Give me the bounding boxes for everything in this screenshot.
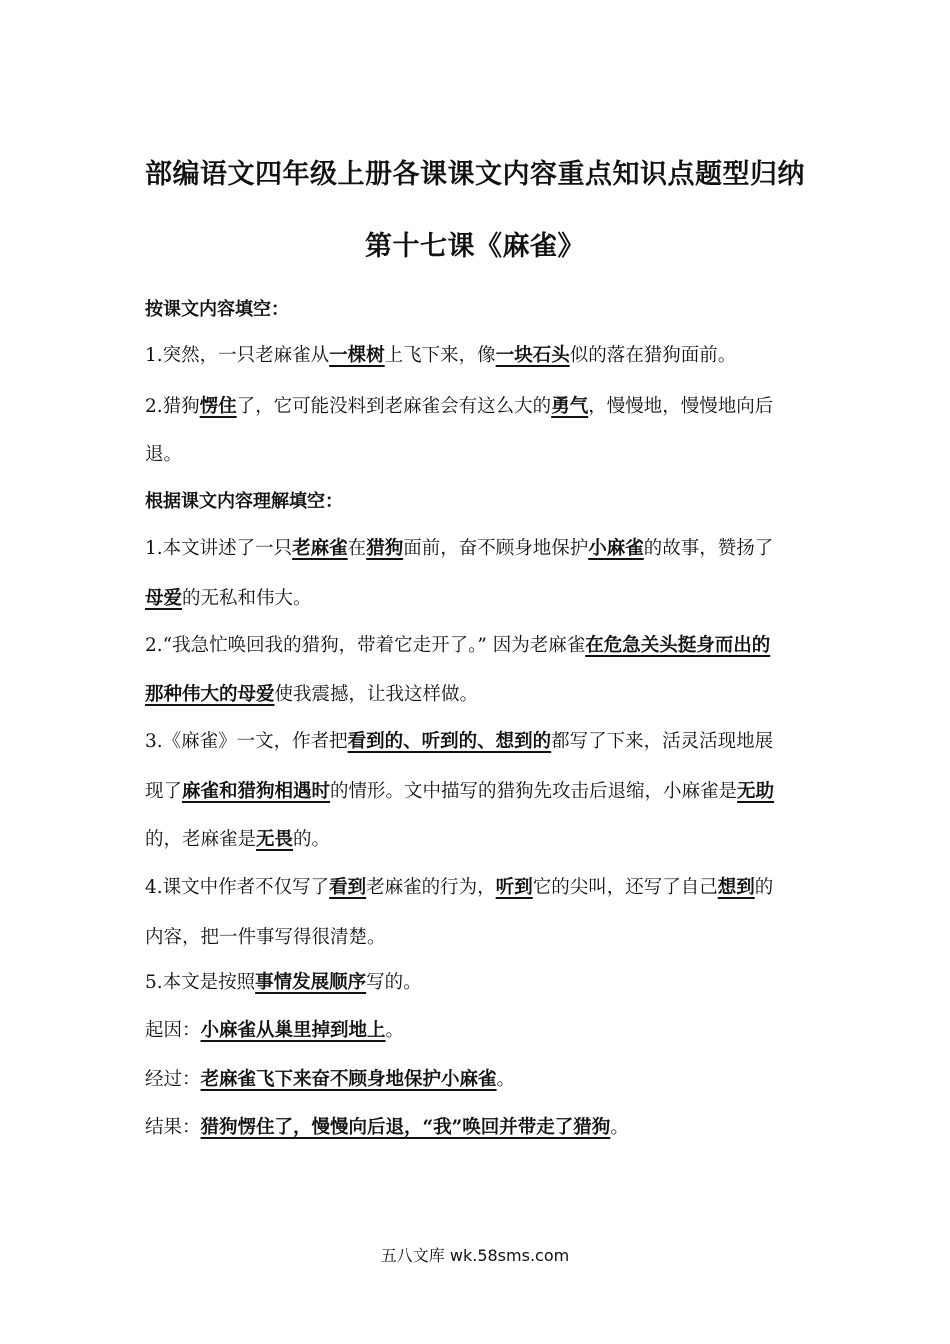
text-line [145, 923, 815, 949]
question-text: 似的落在猎狗面前。 [569, 345, 737, 366]
answer-blank: 勇气 [551, 396, 589, 417]
answer-blank: 在危急关头挺身而出的 [585, 635, 771, 656]
question-text: ，慢慢地，慢慢地向后 [588, 396, 774, 417]
question-text: 都写了下来，活灵活现地展 [551, 731, 774, 752]
text-line [145, 440, 815, 466]
answer-blank: 一块石头 [495, 345, 570, 366]
question-text: 3.《麻雀》一文，作者把 [145, 731, 348, 752]
question-text: 1.本文讲述了一只 [145, 538, 293, 559]
question-text: 的，老麻雀是 [145, 829, 257, 850]
question-text: 面前，奋不顾身地保护 [403, 538, 589, 559]
text-line [145, 631, 815, 657]
answer-blank: 猎狗愣住了，慢慢向后退，“我”唤回并带走了猎狗 [200, 1117, 611, 1138]
question-text: 的情形。文中描写的猎狗先攻击后退缩，小麻雀是 [330, 781, 738, 802]
question-text: 1.突然，一只老麻雀从 [145, 345, 330, 366]
question-text: 写的。 [366, 972, 422, 993]
text-line [145, 777, 815, 803]
answer-blank: 老麻雀飞下来奋不顾身地保护小麻雀 [200, 1069, 497, 1090]
question-text: 4.课文中作者不仅写了 [145, 877, 330, 898]
question-text: 的无私和伟大。 [182, 588, 312, 609]
answer-blank: 那种伟大的母爱 [145, 684, 275, 705]
question-text: 起因： [145, 1020, 201, 1041]
text-line [145, 680, 815, 706]
section-heading-comprehension: 根据课文内容理解填空： [145, 491, 343, 512]
question-text: 的故事，赞扬了 [643, 538, 774, 559]
question-text: 的。 [293, 829, 331, 850]
answer-blank: 事情发展顺序 [255, 972, 367, 993]
question-text: 它的尖叫，还写了自己 [532, 877, 718, 898]
answer-blank: 小麻雀 [588, 538, 644, 559]
answer-blank: 老麻雀 [292, 538, 348, 559]
answer-blank: 听到 [495, 877, 533, 898]
question-text: 5.本文是按照 [145, 972, 256, 993]
answer-blank: 看到的、听到的、想到的 [347, 731, 552, 752]
text-line [145, 1065, 815, 1091]
answer-blank: 猎狗 [366, 538, 404, 559]
question-text: 2.猎狗 [145, 396, 200, 417]
text-line [145, 1016, 815, 1042]
question-text: 上飞下来，像 [384, 345, 496, 366]
question-text: 的 [754, 877, 774, 898]
question-text: 了，它可能没料到老麻雀会有这么大的 [236, 396, 552, 417]
question-text: 老麻雀的行为， [366, 877, 496, 898]
text-line [145, 534, 815, 560]
page-title: 部编语文四年级上册各课课文内容重点知识点题型归纳 [145, 159, 805, 190]
question-text: 。 [610, 1117, 629, 1138]
answer-blank: 母爱 [145, 588, 183, 609]
footer-watermark: 五八文库 wk.58sms.com [380, 1246, 570, 1265]
text-line [145, 1113, 815, 1139]
text-line [145, 341, 815, 367]
question-text: 内容，把一件事写得很清楚。 [145, 927, 386, 948]
question-text: 退。 [145, 444, 183, 465]
question-text: 。 [385, 1020, 405, 1041]
text-line [145, 968, 815, 994]
answer-blank: 无畏 [256, 829, 294, 850]
text-line [145, 584, 815, 610]
text-line [145, 727, 815, 753]
answer-blank: 无助 [737, 781, 775, 802]
text-line [145, 825, 815, 851]
lesson-title: 第十七课《麻雀》 [365, 231, 585, 262]
answer-blank: 麻雀和猎狗相遇时 [182, 781, 331, 802]
question-text: 结果： [145, 1117, 201, 1138]
answer-blank: 看到 [329, 877, 367, 898]
answer-blank: 一棵树 [329, 345, 385, 366]
question-text: 在 [347, 538, 367, 559]
answer-blank: 愣住 [199, 396, 237, 417]
question-text: 使我震撼，让我这样做。 [274, 684, 479, 705]
answer-blank: 小麻雀从巢里掉到地上 [200, 1020, 386, 1041]
question-text: 2.“我急忙唤回我的猎狗，带着它走开了。” 因为老麻雀 [145, 635, 586, 656]
question-text: 经过： [145, 1069, 201, 1090]
answer-blank: 想到 [717, 877, 755, 898]
text-line [145, 873, 815, 899]
section-heading-fill-in: 按课文内容填空： [145, 299, 289, 320]
question-text: 。 [496, 1069, 516, 1090]
text-line [145, 392, 815, 418]
question-text: 现了 [145, 781, 183, 802]
